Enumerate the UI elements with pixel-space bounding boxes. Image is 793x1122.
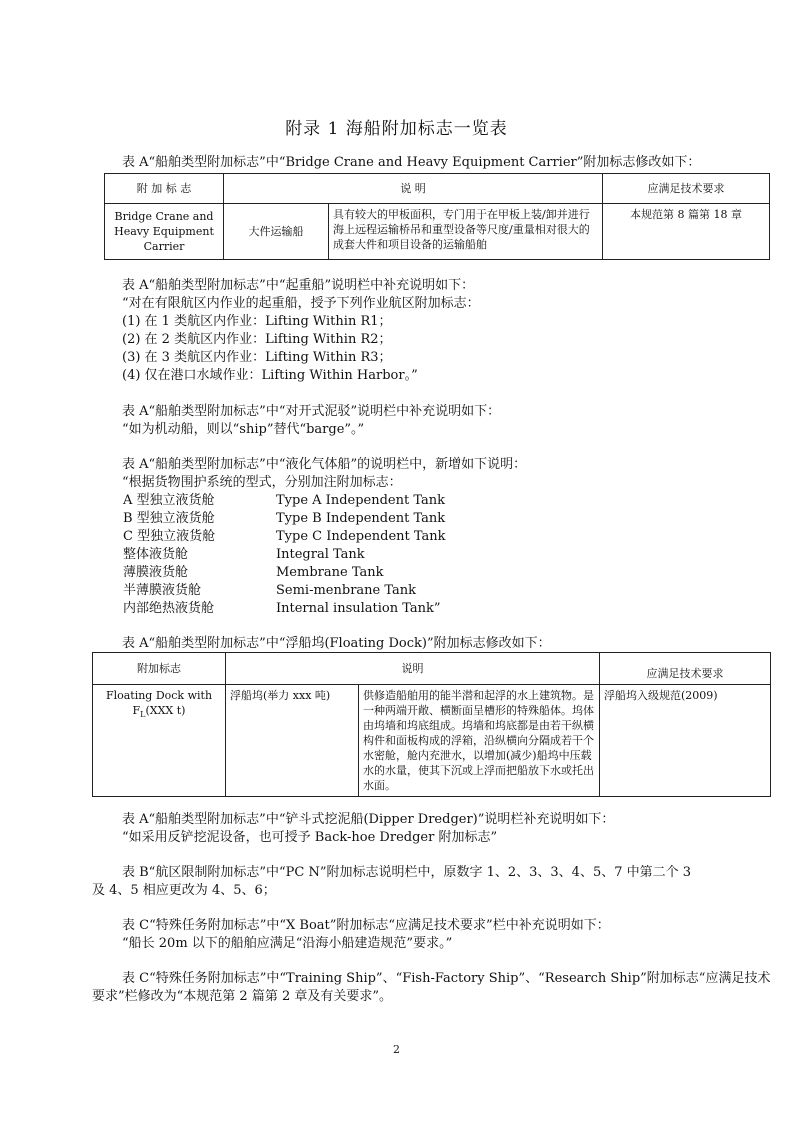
table-row [93, 685, 771, 797]
table-row [105, 204, 770, 260]
cell-req: 浮船坞入级规范(2009) [600, 685, 771, 797]
tank-en: Semi-menbrane Tank [276, 583, 417, 598]
header-desc: 说 明 [224, 174, 603, 204]
cell-mark [93, 685, 226, 797]
tank-en: Integral Tank [276, 547, 365, 562]
mark-tonnage: (XXX t) [145, 704, 186, 717]
header-req: 应满足技术要求 [603, 174, 770, 204]
header-mark: 附 加 标 志 [105, 174, 224, 204]
tank-en: Type B Independent Tank [276, 511, 446, 526]
cell-mark: Bridge Crane and Heavy Equipment Carrier [105, 204, 224, 260]
sec2-line: (2) 在 2 类航区内作业：Lifting Within R2； [122, 332, 392, 347]
header-mark: 附加标志 [93, 653, 226, 685]
sec2-line: (1) 在 1 类航区内作业：Lifting Within R1； [122, 314, 392, 329]
cell-desc: 具有较大的甲板面积，专门用于在甲板上装/卸并进行海上远程运输桥吊和重型设备等尺度/重量相对很大的成套大件和项目设备的运输船舶 [329, 204, 603, 260]
mark-subscript: L [140, 710, 146, 720]
header-req: 应满足技术要求 [600, 653, 771, 685]
tank-cn: 半薄膜液货舱 [123, 583, 202, 598]
tank-cn: B 型独立液货舱 [123, 511, 215, 526]
tank-cn: C 型独立液货舱 [123, 529, 216, 544]
sec4-line: “根据货物围护系统的型式，分别加注附加标志： [122, 475, 402, 490]
floating-dock-table [92, 652, 771, 797]
sec2-line: “对在有限航区内作业的起重船，授予下列作业航区附加标志： [122, 296, 480, 311]
cell-req: 本规范第 8 篇第 18 章 [603, 204, 770, 260]
tank-en: Membrane Tank [276, 565, 384, 580]
tank-cn: 整体液货舱 [123, 547, 189, 562]
page-number: 2 [393, 1043, 400, 1056]
header-desc: 说明 [226, 653, 600, 685]
sec6-intro: 表 A“船舶类型附加标志”中“铲斗式挖泥船(Dipper Dredger)”说明栏补充说明如下： [122, 812, 615, 827]
cell-desc: 供修造船舶用的能半潜和起浮的水上建筑物。是一种两端开敞、横断面呈槽形的特殊船体。坞体由坞墙和坞底组成。坞墙和坞底都是由若干纵横构件和面板构成的浮箱，沿纵横向分隔成若干个水密舱，舱内充泄水，以增加(减少)船坞中压载水的水量，使其下沉或上浮而把船放下水或托出水面。 [359, 685, 600, 797]
tank-en: Type C Independent Tank [276, 529, 446, 544]
sec4-intro: 表 A“船舶类型附加标志”中“液化气体船”的说明栏中，新增如下说明： [122, 457, 527, 472]
sec7-line-1: 表 B“航区限制附加标志”中“PC N”附加标志说明栏中，原数字 1、2、3、3、4、5、7 中第二个 3 [122, 865, 692, 880]
page-title: 附录 1 海船附加标志一览表 [285, 119, 508, 139]
table-header-row [93, 653, 771, 685]
tank-cn: 薄膜液货舱 [123, 565, 189, 580]
sec7-line-2: 及 4、5 相应更改为 4、5、6； [92, 883, 276, 898]
sec2-line: (4) 仅在港口水域作业：Lifting Within Harbor。” [122, 368, 418, 383]
sec8-intro: 表 C“特殊任务附加标志”中“X Boat”附加标志“应满足技术要求”栏中补充说明如下： [122, 918, 610, 933]
mark-line-2 [97, 703, 221, 722]
sec2-intro: 表 A“船舶类型附加标志”中“起重船”说明栏中补充说明如下： [122, 278, 475, 293]
sec5-intro: 表 A“船舶类型附加标志”中“浮船坞(Floating Dock)”附加标志修改如下： [122, 636, 551, 651]
sec6-line: “如采用反铲挖泥设备，也可授予 Back-hoe Dredger 附加标志” [122, 830, 498, 845]
sec9-line-1: 表 C“特殊任务附加标志”中“Training Ship”、“Fish-Factory Ship”、“Research Ship”附加标志“应满足技术 [122, 971, 771, 986]
table-header-row [105, 174, 770, 204]
cell-name: 浮船坞(举力 xxx 吨) [226, 685, 359, 797]
mark-line-1: Floating Dock with [105, 689, 213, 702]
sec3-line: “如为机动船，则以“ship”替代“barge”。” [122, 422, 365, 437]
tank-cn: A 型独立液货舱 [123, 493, 215, 508]
tank-cn: 内部绝热液货舱 [123, 601, 215, 616]
sec9-line-2: 要求”栏修改为“本规范第 2 篇第 2 章及有关要求”。 [92, 989, 393, 1004]
sec1-intro: 表 A“船舶类型附加标志”中“Bridge Crane and Heavy Equipment Carrier”附加标志修改如下： [122, 155, 701, 170]
sec8-line: “船长 20m 以下的船舶应满足“沿海小船建造规范”要求。” [122, 936, 453, 951]
sec3-intro: 表 A“船舶类型附加标志”中“对开式泥驳”说明栏中补充说明如下： [122, 404, 501, 419]
tank-en: Internal insulation Tank” [276, 601, 441, 616]
sec2-line: (3) 在 3 类航区内作业：Lifting Within R3； [122, 350, 392, 365]
tank-en: Type A Independent Tank [276, 493, 445, 508]
bridge-crane-table [104, 173, 770, 260]
cell-name: 大件运输船 [224, 204, 329, 260]
mark-f: F [132, 704, 141, 717]
